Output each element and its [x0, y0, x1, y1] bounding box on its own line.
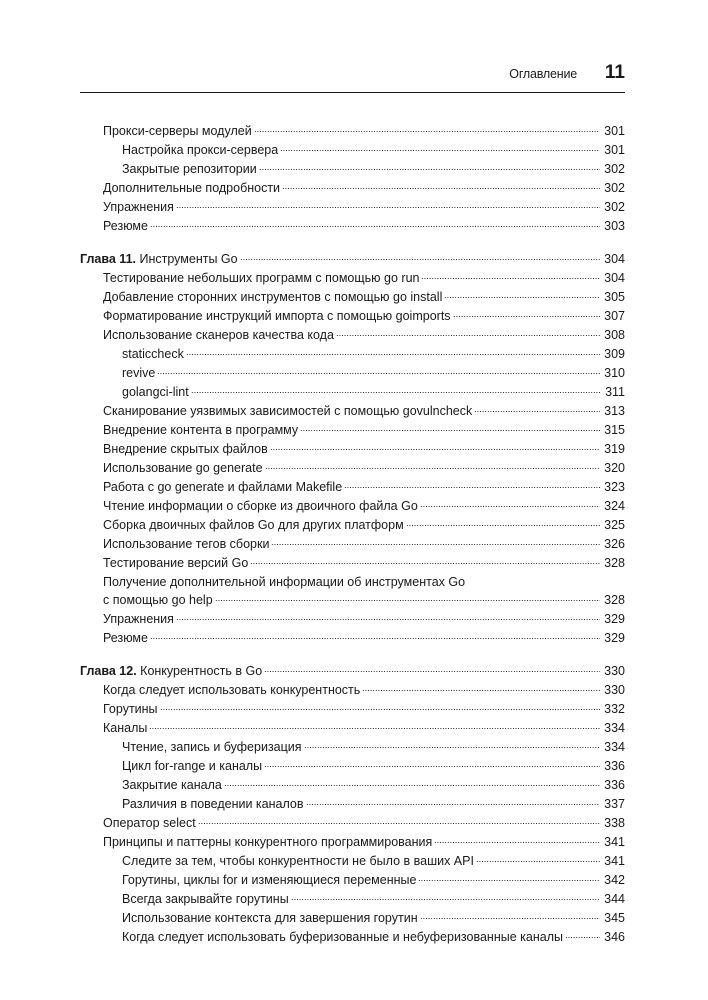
toc-entry [80, 681, 625, 700]
dot-leader [300, 430, 600, 431]
toc-page-number: 302 [604, 200, 625, 214]
toc-entry [80, 179, 625, 198]
toc-title-text: Чтение, запись и буферизация [122, 740, 302, 754]
toc-entry [80, 928, 625, 947]
toc-entry [80, 160, 625, 179]
toc-page-number: 346 [604, 930, 625, 944]
toc-title-text: Получение дополнительной информации об инструментах Go [103, 575, 466, 589]
header-rule [80, 92, 625, 93]
toc-entry [80, 890, 625, 909]
toc-entry [80, 141, 625, 160]
dot-leader [434, 842, 600, 843]
toc-title-text: Чтение информации о сборке из двоичного файла Go [103, 499, 418, 513]
dot-leader [264, 671, 600, 672]
toc-entry-title [122, 364, 155, 383]
dot-leader [250, 563, 600, 564]
toc-page-number: 311 [605, 385, 625, 399]
dot-leader [474, 411, 600, 412]
dot-leader [291, 899, 600, 900]
toc-entry [80, 516, 625, 535]
toc-entry [80, 776, 625, 795]
toc-title-text: Инструменты Go [139, 252, 238, 266]
toc-page-number: 338 [604, 816, 625, 830]
dot-leader [565, 937, 600, 938]
dot-leader [240, 259, 600, 260]
dot-leader [280, 150, 600, 151]
toc-entry-title [103, 833, 432, 852]
toc-page-number: 330 [604, 664, 625, 678]
toc-page-number: 305 [604, 290, 625, 304]
toc-title-text: Сканирование уязвимых зависимостей с помощью govulncheck [103, 404, 473, 418]
dot-leader [421, 278, 600, 279]
toc-page-number: 328 [604, 556, 625, 570]
page-number: 11 [604, 62, 625, 83]
dot-leader [344, 487, 600, 488]
page-header [80, 62, 625, 86]
toc-page-number: 309 [604, 347, 625, 361]
toc-title-text: Различия в поведении каналов [122, 797, 304, 811]
toc-entry-title [103, 440, 268, 459]
toc-page-number: 328 [604, 593, 625, 607]
toc-entry-title [122, 141, 278, 160]
dot-leader [444, 297, 600, 298]
chapter-spacer [80, 648, 625, 662]
toc-title-text: Добавление сторонних инструментов с помощью go install [103, 290, 443, 304]
toc-entry [80, 478, 625, 497]
toc-title-text: Каналы [103, 721, 148, 735]
toc-title-text: Упражнения [103, 200, 174, 214]
toc-page-number: 336 [604, 759, 625, 773]
toc-title-text: Прокси-серверы модулей [103, 124, 252, 138]
toc-title-text: Использование контекста для завершения горутин [122, 911, 418, 925]
dot-leader [150, 638, 600, 639]
toc-entry [80, 345, 625, 364]
toc-title-text: Закрытие канала [122, 778, 222, 792]
dot-leader [191, 392, 600, 393]
dot-leader [306, 804, 600, 805]
toc-entry [80, 871, 625, 890]
toc-entry-title [80, 250, 238, 269]
toc-page-number: 341 [604, 854, 625, 868]
toc-page-number: 302 [604, 181, 625, 195]
dot-leader [406, 525, 600, 526]
toc-page-number: 344 [604, 892, 625, 906]
dot-leader [282, 188, 600, 189]
toc-page-number: 301 [604, 143, 625, 157]
dot-leader [264, 766, 600, 767]
toc-entry-title [103, 198, 174, 217]
toc-title-text: Резюме [103, 631, 148, 645]
toc-entry-title [122, 160, 257, 179]
toc-page-number: 329 [604, 631, 625, 645]
toc-entry [80, 217, 625, 236]
toc-title-text: Горутины, циклы for и изменяющиеся переменные [122, 873, 417, 887]
toc-entry-title [122, 776, 222, 795]
toc-entry [80, 700, 625, 719]
toc-title-text: Оператор select [103, 816, 196, 830]
dot-leader [420, 506, 600, 507]
toc-entry-title [122, 871, 416, 890]
toc-entry [80, 535, 625, 554]
toc-title-text: Тестирование небольших программ с помощью go run [103, 271, 420, 285]
toc-entry [80, 738, 625, 757]
dot-leader [336, 335, 600, 336]
toc-entry-title [122, 795, 304, 814]
toc-entry-title [103, 814, 196, 833]
dot-leader [304, 747, 600, 748]
toc-page-number: 307 [604, 309, 625, 323]
dot-leader [476, 861, 600, 862]
toc-entry [80, 610, 625, 629]
toc-page-number: 313 [604, 404, 625, 418]
toc-entry [80, 573, 625, 591]
toc-title-text: Упражнения [103, 612, 174, 626]
toc-entry [80, 909, 625, 928]
toc-page-number: 304 [604, 252, 625, 266]
dot-leader [453, 316, 600, 317]
toc-entry-title [103, 307, 451, 326]
dot-leader [150, 226, 600, 227]
toc-entry-title [103, 535, 269, 554]
toc-entry-title [103, 610, 174, 629]
toc-entry-title [103, 326, 334, 345]
dot-leader [198, 823, 600, 824]
toc-chapter-entry [80, 250, 625, 269]
toc-entry-title [122, 928, 563, 947]
toc-entry [80, 122, 625, 141]
toc-entry-title [103, 459, 263, 478]
toc-entry-title [103, 573, 465, 592]
toc-page-number: 325 [604, 518, 625, 532]
toc-page-number: 342 [604, 873, 625, 887]
toc-page-number: 304 [604, 271, 625, 285]
toc-page-number: 323 [604, 480, 625, 494]
toc-entry-title [103, 217, 148, 236]
dot-leader [224, 785, 600, 786]
toc-entry-title [103, 554, 248, 573]
toc-entry-title [80, 662, 262, 681]
toc-title-text: Внедрение контента в программу [103, 423, 299, 437]
toc-title-text: golangci-lint [122, 385, 189, 399]
toc-title-text: Настройка прокси-сервера [122, 143, 279, 157]
dot-leader [176, 207, 600, 208]
toc-entry-title [122, 852, 474, 871]
toc-entry-title [103, 478, 342, 497]
toc-entry-title [103, 269, 419, 288]
toc-title-text: Принципы и паттерны конкурентного программирования [103, 835, 433, 849]
toc-entry [80, 421, 625, 440]
toc-title-text: Когда следует использовать буферизованные и небуферизованные каналы [122, 930, 563, 944]
toc-entry [80, 288, 625, 307]
toc-page-number: 334 [604, 740, 625, 754]
toc-title-text: Закрытые репозитории [122, 162, 257, 176]
dot-leader [362, 690, 600, 691]
toc-entry-title [122, 345, 184, 364]
toc-entry-title [122, 738, 302, 757]
toc-title-text: Сборка двоичных файлов Go для других платформ [103, 518, 404, 532]
toc-entry [80, 591, 625, 610]
toc-page-number: 315 [604, 423, 625, 437]
toc-page-number: 301 [604, 124, 625, 138]
toc-title-text: Всегда закрывайте горутины [122, 892, 289, 906]
toc-title-text: Использование сканеров качества кода [103, 328, 334, 342]
toc-entry [80, 402, 625, 421]
toc-page-number: 332 [604, 702, 625, 716]
toc-chapter-entry [80, 662, 625, 681]
dot-leader [271, 544, 600, 545]
toc-entry [80, 269, 625, 288]
toc-page-number: 302 [604, 162, 625, 176]
toc-page-number: 326 [604, 537, 625, 551]
dot-leader [157, 373, 600, 374]
toc-title-text: Использование тегов сборки [103, 537, 270, 551]
toc-title-text: Внедрение скрытых файлов [103, 442, 268, 456]
toc-title-text: с помощью go help [103, 593, 213, 607]
toc-entry-title [103, 516, 404, 535]
toc-page-number: 345 [604, 911, 625, 925]
toc-entry-title [103, 421, 298, 440]
toc-entry-title [122, 890, 289, 909]
dot-leader [420, 918, 600, 919]
toc-entry-title [103, 288, 442, 307]
toc-title-text: Использование go generate [103, 461, 263, 475]
toc-entry [80, 795, 625, 814]
toc-entry [80, 814, 625, 833]
dot-leader [215, 600, 600, 601]
toc-page-number: 324 [604, 499, 625, 513]
toc-entry-title [103, 179, 280, 198]
toc-page-number: 303 [604, 219, 625, 233]
dot-leader [270, 449, 600, 450]
toc-entry [80, 852, 625, 871]
toc-entry [80, 383, 625, 402]
toc-entry-title [103, 591, 213, 610]
toc-entry [80, 833, 625, 852]
toc-page-number: 329 [604, 612, 625, 626]
toc-entry-title [122, 757, 262, 776]
toc-page-number: 334 [604, 721, 625, 735]
toc-page-number: 330 [604, 683, 625, 697]
toc-entry [80, 554, 625, 573]
toc-entry [80, 307, 625, 326]
toc-entry-title [122, 383, 189, 402]
toc-entry [80, 497, 625, 516]
toc-title-text: Следите за тем, чтобы конкурентности не было в ваших API [122, 854, 474, 868]
dot-leader [160, 709, 600, 710]
toc-entry [80, 757, 625, 776]
toc-entry [80, 629, 625, 648]
toc-page-number: 308 [604, 328, 625, 342]
toc-page-number: 310 [604, 366, 625, 380]
dot-leader [418, 880, 600, 881]
toc-title-text: Тестирование версий Go [103, 556, 249, 570]
toc-entry-title [103, 700, 158, 719]
toc-page-number: 319 [604, 442, 625, 456]
toc-entry [80, 459, 625, 478]
toc-page-number: 341 [604, 835, 625, 849]
toc-title-text: staticcheck [122, 347, 184, 361]
toc-title-text: Дополнительные подробности [103, 181, 281, 195]
running-title: Оглавление [509, 67, 577, 81]
dot-leader [186, 354, 600, 355]
toc-entry-title [103, 719, 147, 738]
toc-page-number: 337 [604, 797, 625, 811]
toc-entry [80, 440, 625, 459]
toc-title-text: revive [122, 366, 156, 380]
dot-leader [259, 169, 600, 170]
toc-entry-title [103, 681, 360, 700]
table-of-contents [80, 122, 625, 947]
toc-title-text: Форматирование инструкций импорта с помощью goimports [103, 309, 451, 323]
dot-leader [265, 468, 600, 469]
toc-entry-title [122, 909, 418, 928]
toc-title-text: Горутины [103, 702, 158, 716]
toc-entry-title [103, 402, 472, 421]
toc-entry [80, 719, 625, 738]
toc-title-text: Цикл for-range и каналы [122, 759, 263, 773]
dot-leader [176, 619, 600, 620]
toc-page-number: 320 [604, 461, 625, 475]
toc-entry [80, 364, 625, 383]
dot-leader [254, 131, 600, 132]
toc-entry [80, 198, 625, 217]
toc-entry-title [103, 497, 418, 516]
chapter-spacer [80, 236, 625, 250]
toc-page-number: 336 [604, 778, 625, 792]
toc-entry [80, 326, 625, 345]
dot-leader [149, 728, 600, 729]
toc-title-text: Резюме [103, 219, 148, 233]
toc-title-text: Когда следует использовать конкурентность [103, 683, 361, 697]
toc-entry-title [103, 629, 148, 648]
chapter-label: Глава 11. [80, 252, 136, 266]
toc-title-text: Работа с go generate и файлами Makefile [103, 480, 343, 494]
chapter-label: Глава 12. [80, 664, 137, 678]
toc-title-text: Конкурентность в Go [140, 664, 263, 678]
toc-entry-title [103, 122, 252, 141]
